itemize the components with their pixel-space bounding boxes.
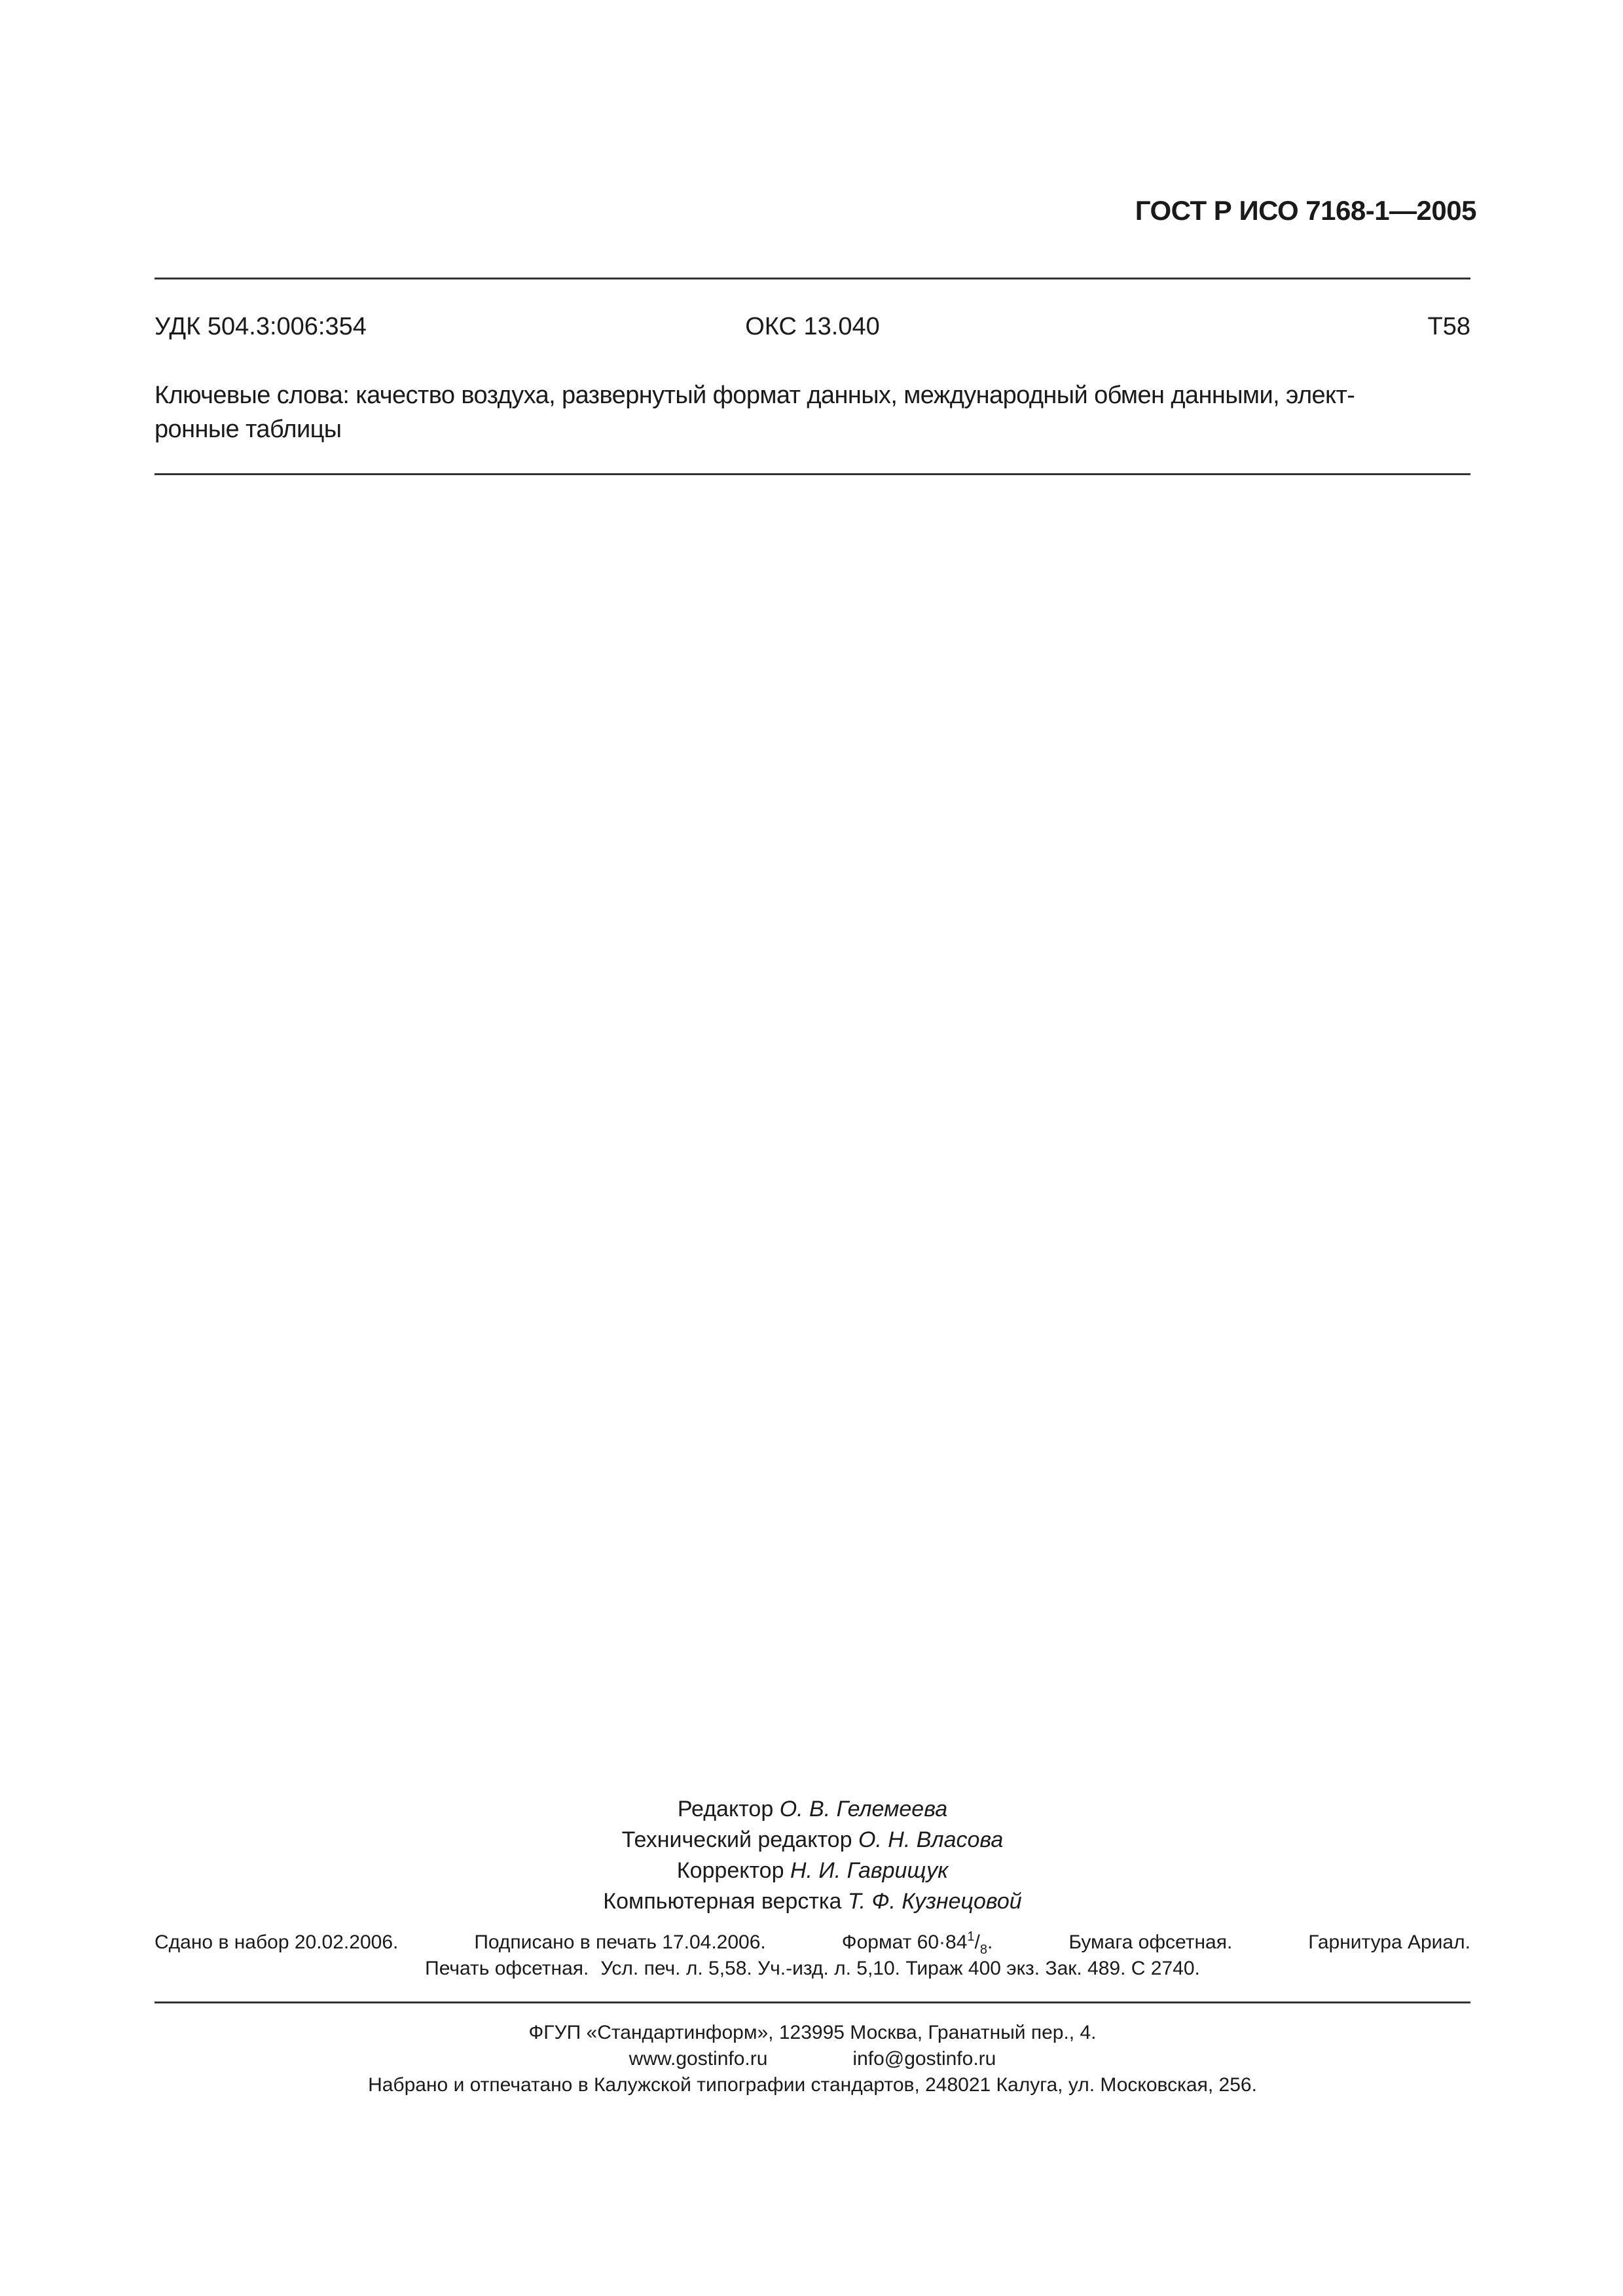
- imprint-typeface: Гарнитура Ариал.: [1308, 1931, 1470, 1953]
- publisher-contacts: [155, 2046, 1470, 2072]
- credit-name: Н. И. Гаврищук: [790, 1858, 949, 1883]
- credit-editor: [155, 1794, 1470, 1825]
- publisher-address: ФГУП «Стандартинформ», 123995 Москва, Гранатный пер., 4.: [528, 2022, 1097, 2043]
- format-denominator: 8: [979, 1943, 987, 1957]
- credit-name: Т. Ф. Кузнецовой: [847, 1889, 1022, 1914]
- credit-role: Редактор: [677, 1797, 774, 1821]
- imprint-block: [155, 1929, 1470, 1982]
- imprint-line-1: [155, 1929, 1470, 1956]
- credit-role: Корректор: [676, 1858, 784, 1883]
- credit-technical-editor: [155, 1825, 1470, 1856]
- credit-proofreader: [155, 1856, 1470, 1886]
- imprint-signed: Подписано в печать 17.04.2006.: [474, 1931, 766, 1953]
- format-suffix: .: [987, 1931, 993, 1953]
- imprint-submitted: Сдано в набор 20.02.2006.: [155, 1931, 399, 1953]
- keywords-line-1: Ключевые слова: качество воздуха, развернутый формат данных, международный обмен данными, элект-: [155, 382, 1355, 409]
- udk-code: УДК 504.3:006:354: [155, 313, 367, 340]
- imprint-paper: Бумага офсетная.: [1068, 1931, 1233, 1953]
- keywords-block: [155, 378, 1470, 446]
- imprint-print-type: Печать офсетная.: [425, 1958, 589, 1979]
- t-code: Т58: [1427, 313, 1470, 340]
- publisher-block: [155, 2020, 1470, 2098]
- credit-role: Компьютерная верстка: [603, 1889, 842, 1914]
- credit-role: Технический редактор: [621, 1827, 852, 1852]
- credit-layout: [155, 1886, 1470, 1917]
- publisher-printed-by: Набрано и отпечатано в Калужской типографии стандартов, 248021 Калуга, ул. Московская, 256.: [368, 2074, 1257, 2096]
- credit-name: О. В. Гелемеева: [779, 1797, 948, 1821]
- publisher-email: info@gostinfo.ru: [852, 2048, 996, 2070]
- publisher-divider: [155, 2001, 1470, 2003]
- oks-code: ОКС 13.040: [745, 313, 880, 340]
- credit-name: О. Н. Власова: [858, 1827, 1004, 1852]
- imprint-format: Формат $60\cdot 84^1/_8$.: [841, 1929, 993, 1957]
- imprint-print-sheets: Усл. печ. л. 5,58. Уч.-изд. л. 5,10. Тираж 400 экз. Зак. 489. С 2740.: [600, 1958, 1200, 1979]
- publisher-website: www.gostinfo.ru: [629, 2048, 768, 2070]
- document-code: ГОСТ Р ИСО 7168-1—2005: [1135, 195, 1476, 226]
- imprint-line-2: [155, 1956, 1470, 1982]
- format-numerator: 1: [967, 1929, 975, 1944]
- classification-row: [155, 313, 1470, 352]
- credits-block: [155, 1794, 1470, 1917]
- keywords-line-2: ронные таблицы: [155, 416, 342, 443]
- keywords-divider: [155, 473, 1470, 475]
- top-divider: [155, 278, 1470, 279]
- format-prefix: Формат 60·84: [841, 1931, 968, 1953]
